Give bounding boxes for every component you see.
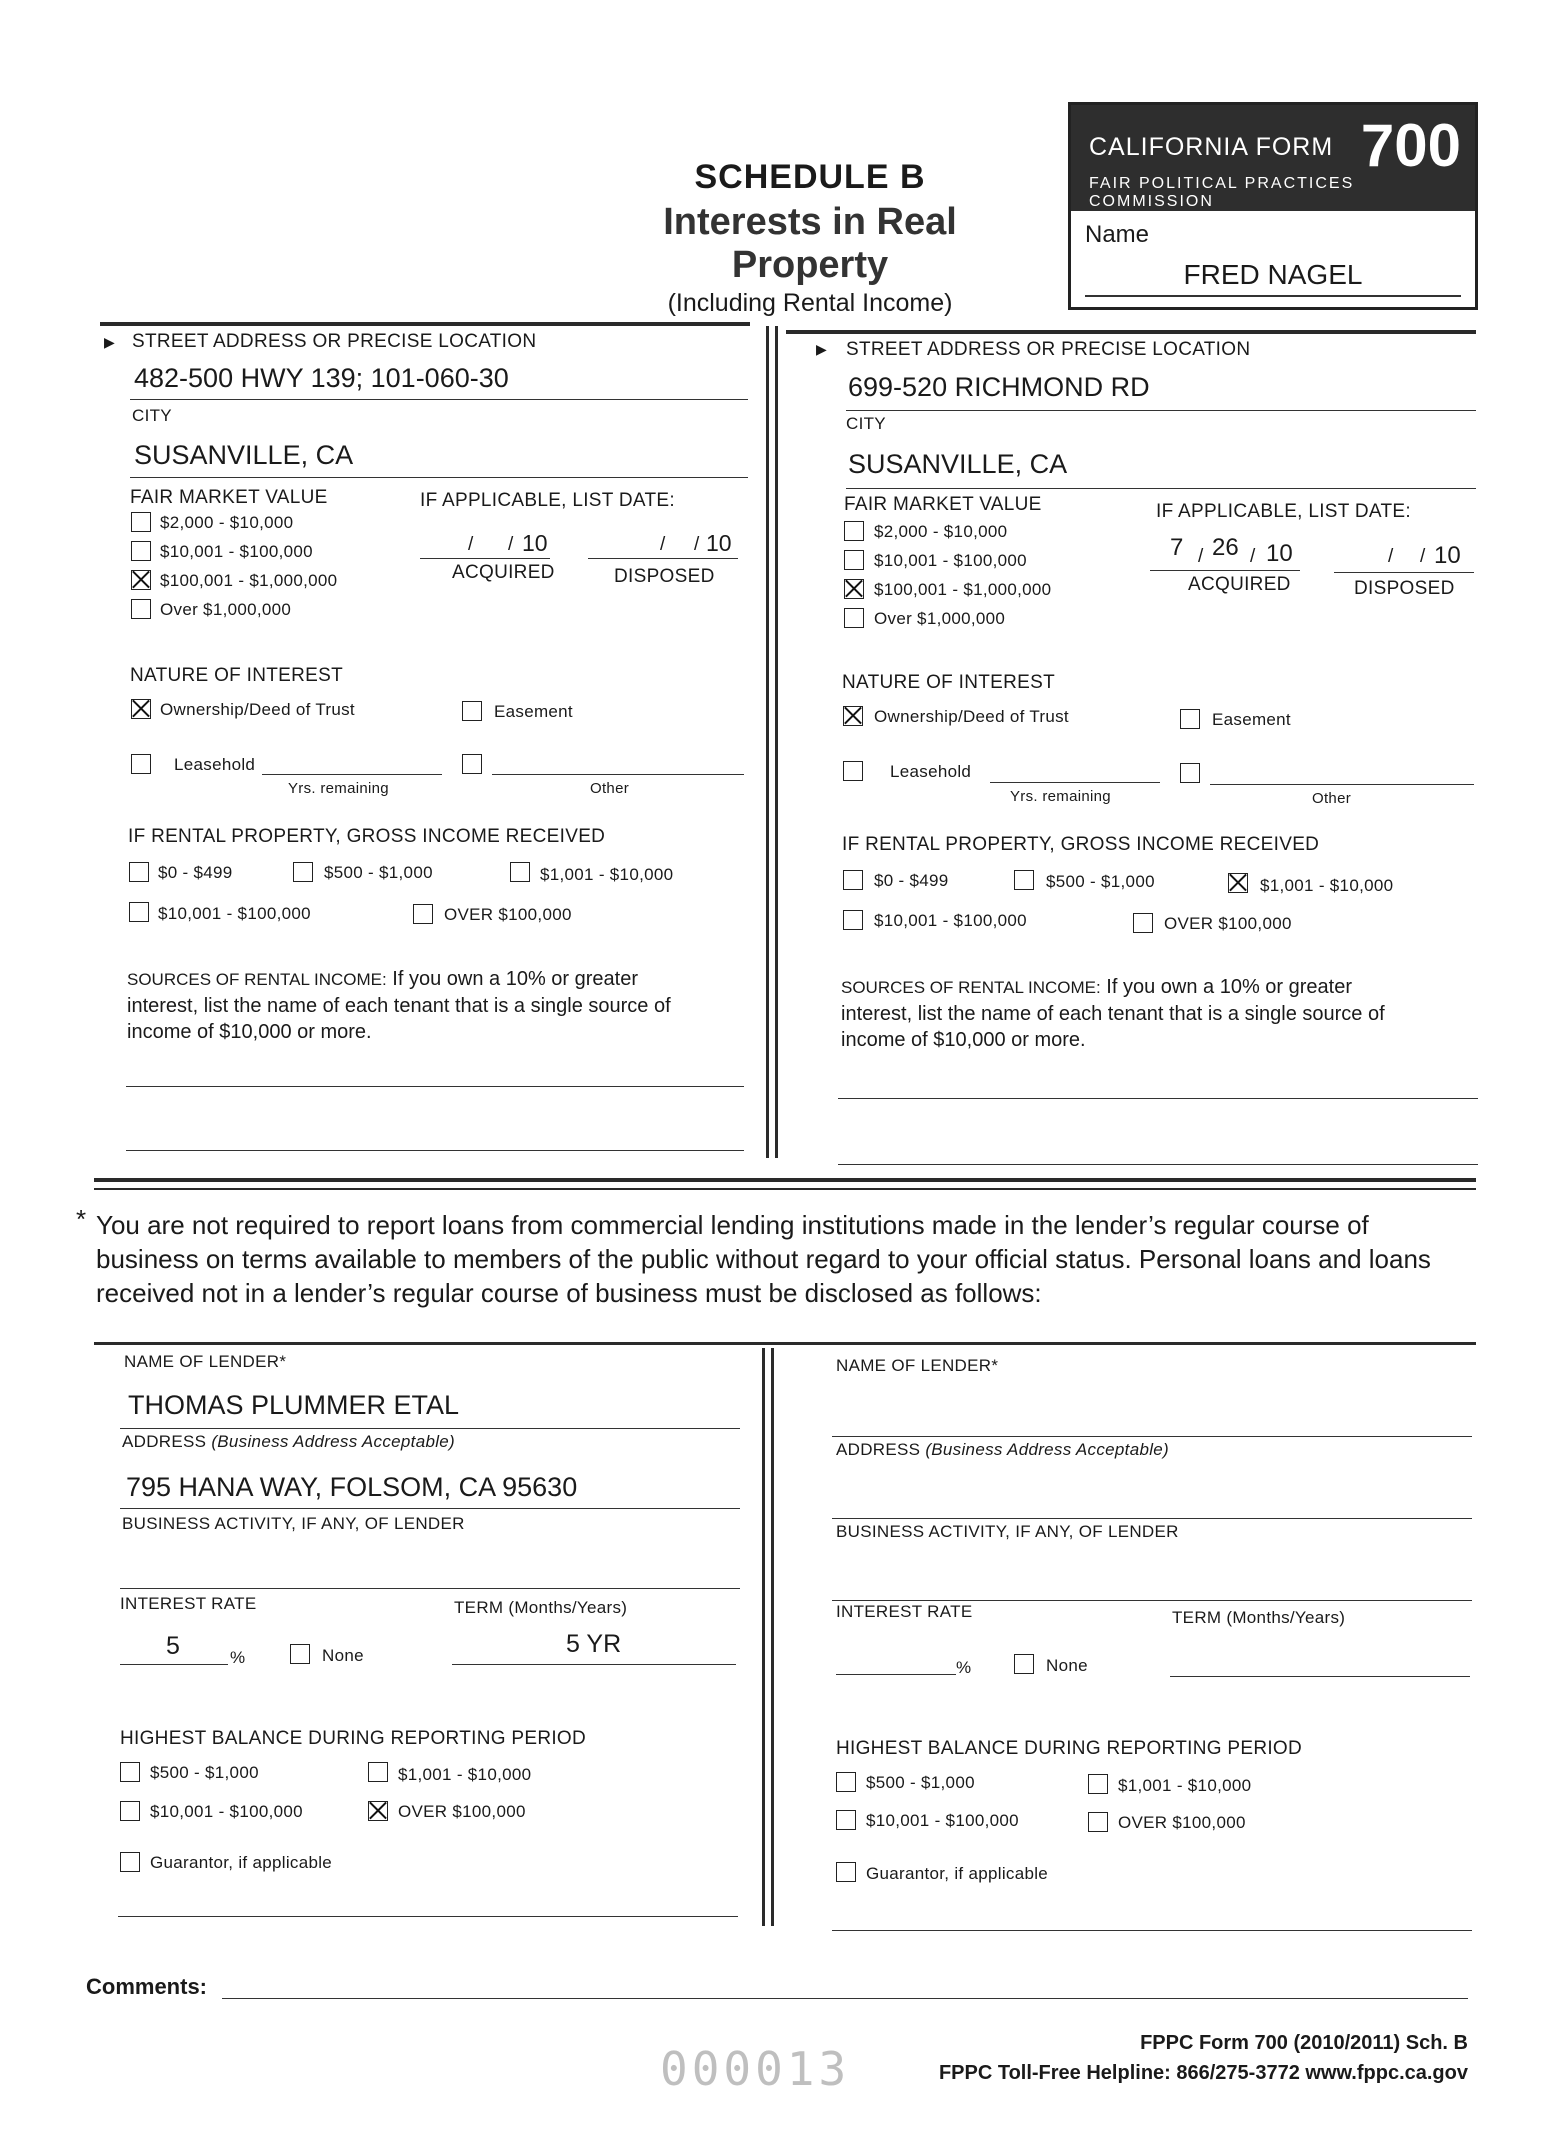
rental-option-4: OVER $100,000 (1164, 914, 1292, 933)
balance-checkbox-1[interactable] (368, 1762, 388, 1782)
date-slash: / (508, 534, 514, 555)
arrow-icon: ▶ (816, 341, 827, 357)
rental-option-3: $10,001 - $100,000 (158, 904, 311, 923)
leasehold-checkbox[interactable] (131, 754, 151, 774)
fmv-checkbox-0[interactable] (844, 521, 864, 541)
ownership-label: Ownership/Deed of Trust (874, 707, 1069, 726)
loans-rule-bottom (94, 1342, 1476, 1345)
fmv-option-3: Over $1,000,000 (874, 609, 1006, 628)
leasehold-label: Leasehold (174, 755, 256, 774)
fmv-option-2: $100,001 - $1,000,000 (160, 571, 338, 590)
sources-lead: SOURCES OF RENTAL INCOME: (841, 978, 1101, 997)
rental-checkbox-3[interactable] (129, 902, 149, 922)
rental-checkbox-2[interactable] (1228, 873, 1248, 893)
guarantor-checkbox[interactable] (836, 1862, 856, 1882)
street-line (846, 410, 1476, 411)
other-checkbox[interactable] (462, 754, 482, 774)
loans-note-asterisk: * (76, 1204, 87, 1234)
yrs-remaining-label: Yrs. remaining (288, 780, 389, 797)
other-line (492, 774, 744, 775)
city-line (130, 477, 748, 478)
balance-checkbox-3[interactable] (368, 1801, 388, 1821)
date-slash: / (468, 534, 474, 555)
highest-balance-label: HIGHEST BALANCE DURING REPORTING PERIOD (836, 1738, 1303, 1759)
comments-line[interactable] (222, 1998, 1468, 1999)
list-date-label: IF APPLICABLE, LIST DATE: (420, 490, 675, 511)
guarantor-checkbox[interactable] (120, 1852, 140, 1872)
address-label-text: ADDRESS (122, 1432, 207, 1451)
address-note: (Business Address Acceptable) (925, 1440, 1169, 1459)
other-label: Other (1312, 790, 1352, 807)
date-slash: / (694, 534, 700, 555)
acquired-line (420, 558, 550, 559)
none-label: None (1046, 1656, 1088, 1675)
balance-checkbox-3[interactable] (1088, 1812, 1108, 1832)
other-label: Other (590, 780, 630, 797)
yrs-remaining-label: Yrs. remaining (1010, 788, 1111, 805)
sources-paragraph (841, 974, 1471, 1053)
business-line (832, 1600, 1472, 1601)
guarantor-line (832, 1930, 1472, 1931)
rental-checkbox-3[interactable] (843, 910, 863, 930)
form-label: CALIFORNIA FORM (1089, 133, 1334, 161)
loans-rule-top (94, 1178, 1476, 1182)
loans-note: You are not required to report loans from commercial lending institutions made in the lender’s regular course of business on terms available to members of the public without regard to your official status. Personal loans and loans received not in a lender’s regular course of business must be disclosed as follows: (96, 1210, 1431, 1308)
address-line (120, 1508, 740, 1509)
address-value[interactable]: 795 HANA WAY, FOLSOM, CA 95630 (126, 1472, 578, 1502)
acquired-year[interactable]: 10 (1266, 540, 1293, 567)
section-rule-right (786, 330, 1476, 334)
address-label-text: ADDRESS (836, 1440, 921, 1459)
percent-sign: % (230, 1648, 246, 1667)
street-line (130, 399, 748, 400)
acquired-day[interactable]: 26 (1212, 534, 1239, 561)
other-checkbox[interactable] (1180, 763, 1200, 783)
balance-option-2: $10,001 - $100,000 (150, 1802, 303, 1821)
term-line (1170, 1676, 1470, 1677)
center-divider-a (766, 326, 769, 1158)
leasehold-checkbox[interactable] (843, 761, 863, 781)
fmv-label: FAIR MARKET VALUE (844, 494, 1042, 515)
street-value[interactable]: 699-520 RICHMOND RD (848, 372, 1150, 402)
fmv-checkbox-2[interactable] (131, 570, 151, 590)
form-number: 700 (1360, 112, 1461, 179)
loans-rule-top-b (94, 1188, 1476, 1190)
disposed-line (588, 558, 738, 559)
sources-line-b (838, 1164, 1478, 1165)
sources-line-1: If you own a 10% or greater (1100, 976, 1352, 998)
acquired-label: ACQUIRED (1188, 574, 1291, 595)
address-line (832, 1518, 1472, 1519)
acquired-line (1150, 570, 1300, 571)
balance-option-1: $1,001 - $10,000 (398, 1765, 532, 1784)
acquired-month[interactable]: 7 (1170, 534, 1184, 561)
street-label: STREET ADDRESS OR PRECISE LOCATION (132, 331, 537, 352)
name-field[interactable]: FRED NAGEL (1085, 255, 1461, 297)
balance-checkbox-1[interactable] (1088, 1774, 1108, 1794)
street-label: STREET ADDRESS OR PRECISE LOCATION (846, 339, 1251, 360)
fmv-checkbox-0[interactable] (131, 512, 151, 532)
commission-label: FAIR POLITICAL PRACTICES COMMISSION (1089, 175, 1355, 210)
page-stamp: 000013 (660, 2042, 851, 2096)
term-value[interactable]: 5 YR (566, 1630, 622, 1658)
sources-line-3: income of $10,000 or more. (127, 1021, 372, 1043)
balance-option-3: OVER $100,000 (398, 1802, 526, 1821)
schedule-label: SCHEDULE B (694, 158, 926, 196)
ownership-label: Ownership/Deed of Trust (160, 700, 355, 719)
easement-label: Easement (494, 702, 573, 721)
fmv-option-0: $2,000 - $10,000 (874, 522, 1008, 541)
date-slash: / (660, 534, 666, 555)
ownership-checkbox[interactable] (131, 699, 151, 719)
business-label: BUSINESS ACTIVITY, IF ANY, OF LENDER (836, 1522, 1179, 1541)
sources-line-2: interest, list the name of each tenant that is a single source of (127, 995, 671, 1017)
city-line (846, 488, 1476, 489)
rental-option-2: $1,001 - $10,000 (540, 865, 674, 884)
street-value[interactable]: 482-500 HWY 139; 101-060-30 (134, 363, 509, 393)
rental-checkbox-4[interactable] (1133, 913, 1153, 933)
interest-rate-label: INTEREST RATE (836, 1602, 973, 1621)
guarantor-label: Guarantor, if applicable (150, 1853, 333, 1872)
fmv-checkbox-3[interactable] (844, 608, 864, 628)
rental-option-2: $1,001 - $10,000 (1260, 876, 1394, 895)
fmv-option-3: Over $1,000,000 (160, 600, 292, 619)
balance-option-0: $500 - $1,000 (866, 1773, 975, 1792)
yrs-remaining-line (262, 774, 442, 775)
lender-label: NAME OF LENDER* (836, 1356, 999, 1375)
rental-checkbox-1[interactable] (1014, 870, 1034, 890)
rental-checkbox-4[interactable] (413, 904, 433, 924)
rental-option-0: $0 - $499 (158, 863, 233, 882)
center-divider-b (775, 326, 778, 1158)
acquired-label: ACQUIRED (452, 562, 555, 583)
rental-option-3: $10,001 - $100,000 (874, 911, 1027, 930)
rental-option-1: $500 - $1,000 (324, 863, 433, 882)
disposed-line (1334, 572, 1474, 573)
disposed-label: DISPOSED (1354, 578, 1455, 599)
none-label: None (322, 1646, 364, 1665)
name-label: Name (1085, 221, 1150, 248)
guarantor-label: Guarantor, if applicable (866, 1864, 1049, 1883)
fmv-checkbox-2[interactable] (844, 579, 864, 599)
form-band (1071, 105, 1475, 211)
list-date-label: IF APPLICABLE, LIST DATE: (1156, 501, 1411, 522)
date-slash: / (1420, 546, 1426, 567)
fmv-checkbox-1[interactable] (131, 541, 151, 561)
schedule-title: Interests in Real Property (663, 201, 957, 286)
interest-rate-label: INTEREST RATE (120, 1594, 257, 1613)
loans-divider-b (771, 1348, 774, 1926)
guarantor-line (118, 1916, 738, 1917)
date-slash: / (1388, 546, 1394, 567)
balance-checkbox-0[interactable] (120, 1762, 140, 1782)
nature-label: NATURE OF INTEREST (130, 665, 343, 686)
loans-divider-a (762, 1348, 765, 1926)
balance-checkbox-2[interactable] (836, 1810, 856, 1830)
percent-sign: % (956, 1658, 972, 1677)
sources-paragraph (127, 966, 747, 1045)
acquired-year[interactable]: 10 (522, 530, 548, 556)
balance-option-2: $10,001 - $100,000 (866, 1811, 1019, 1830)
business-label: BUSINESS ACTIVITY, IF ANY, OF LENDER (122, 1514, 465, 1533)
city-value[interactable]: SUSANVILLE, CA (134, 440, 354, 470)
fmv-checkbox-1[interactable] (844, 550, 864, 570)
helpline: FPPC Toll-Free Helpline: 866/275-3772 www.fppc.ca.gov (938, 2062, 1468, 2084)
city-label: CITY (132, 406, 172, 425)
sources-line-2: interest, list the name of each tenant that is a single source of (841, 1003, 1385, 1025)
rental-option-0: $0 - $499 (874, 871, 949, 890)
rental-label: IF RENTAL PROPERTY, GROSS INCOME RECEIVED (128, 826, 606, 847)
easement-checkbox[interactable] (1180, 709, 1200, 729)
address-label (122, 1432, 455, 1452)
lender-label: NAME OF LENDER* (124, 1352, 287, 1371)
rental-label: IF RENTAL PROPERTY, GROSS INCOME RECEIVED (842, 834, 1320, 855)
interest-rate-line (120, 1664, 228, 1665)
sources-lead: SOURCES OF RENTAL INCOME: (127, 970, 387, 989)
leasehold-label: Leasehold (890, 762, 972, 781)
yrs-remaining-line (990, 782, 1160, 783)
lender-line (120, 1428, 740, 1429)
form-reference: FPPC Form 700 (2010/2011) Sch. B (1140, 2032, 1468, 2054)
form-identity-box (1068, 102, 1478, 310)
other-line (1210, 784, 1474, 785)
disposed-label: DISPOSED (614, 566, 715, 587)
comments-label: Comments: (86, 1974, 208, 1999)
sources-line-b (126, 1150, 744, 1151)
address-label (836, 1440, 1169, 1460)
ownership-checkbox[interactable] (843, 706, 863, 726)
fmv-option-2: $100,001 - $1,000,000 (874, 580, 1052, 599)
date-slash: / (1198, 546, 1204, 567)
fmv-option-1: $10,001 - $100,000 (874, 551, 1027, 570)
city-value[interactable]: SUSANVILLE, CA (848, 449, 1068, 479)
interest-rate-value[interactable]: 5 (166, 1632, 180, 1660)
rental-option-1: $500 - $1,000 (1046, 872, 1155, 891)
address-note: (Business Address Acceptable) (211, 1432, 455, 1451)
rental-option-4: OVER $100,000 (444, 905, 572, 924)
business-line (120, 1588, 740, 1589)
sources-line-a (838, 1098, 1478, 1099)
balance-option-3: OVER $100,000 (1118, 1813, 1246, 1832)
balance-option-1: $1,001 - $10,000 (1118, 1776, 1252, 1795)
disposed-year[interactable]: 10 (706, 530, 732, 556)
easement-label: Easement (1212, 710, 1291, 729)
section-rule-left (100, 322, 750, 326)
lender-line (832, 1436, 1472, 1437)
term-label: TERM (Months/Years) (1172, 1608, 1346, 1627)
disposed-year[interactable]: 10 (1434, 542, 1461, 569)
balance-checkbox-2[interactable] (120, 1801, 140, 1821)
sources-line-1: If you own a 10% or greater (386, 968, 638, 990)
date-slash: / (1250, 546, 1256, 567)
lender-value[interactable]: THOMAS PLUMMER ETAL (128, 1390, 460, 1420)
fmv-checkbox-3[interactable] (131, 599, 151, 619)
schedule-subtitle: (Including Rental Income) (667, 289, 953, 317)
highest-balance-label: HIGHEST BALANCE DURING REPORTING PERIOD (120, 1728, 587, 1749)
rental-checkbox-1[interactable] (293, 862, 313, 882)
nature-label: NATURE OF INTEREST (842, 672, 1055, 693)
fmv-option-1: $10,001 - $100,000 (160, 542, 313, 561)
arrow-icon: ▶ (104, 334, 115, 350)
none-checkbox[interactable] (290, 1644, 310, 1664)
rental-checkbox-0[interactable] (129, 862, 149, 882)
sources-line-a (126, 1086, 744, 1087)
term-line (452, 1664, 736, 1665)
schedule-header (600, 158, 1020, 318)
easement-checkbox[interactable] (462, 701, 482, 721)
fmv-label: FAIR MARKET VALUE (130, 487, 328, 508)
balance-checkbox-0[interactable] (836, 1772, 856, 1792)
none-checkbox[interactable] (1014, 1654, 1034, 1674)
sources-line-3: income of $10,000 or more. (841, 1029, 1086, 1051)
fmv-option-0: $2,000 - $10,000 (160, 513, 294, 532)
city-label: CITY (846, 414, 886, 433)
rental-checkbox-2[interactable] (510, 862, 530, 882)
term-label: TERM (Months/Years) (454, 1598, 628, 1617)
interest-rate-line (836, 1674, 956, 1675)
rental-checkbox-0[interactable] (843, 870, 863, 890)
balance-option-0: $500 - $1,000 (150, 1763, 259, 1782)
